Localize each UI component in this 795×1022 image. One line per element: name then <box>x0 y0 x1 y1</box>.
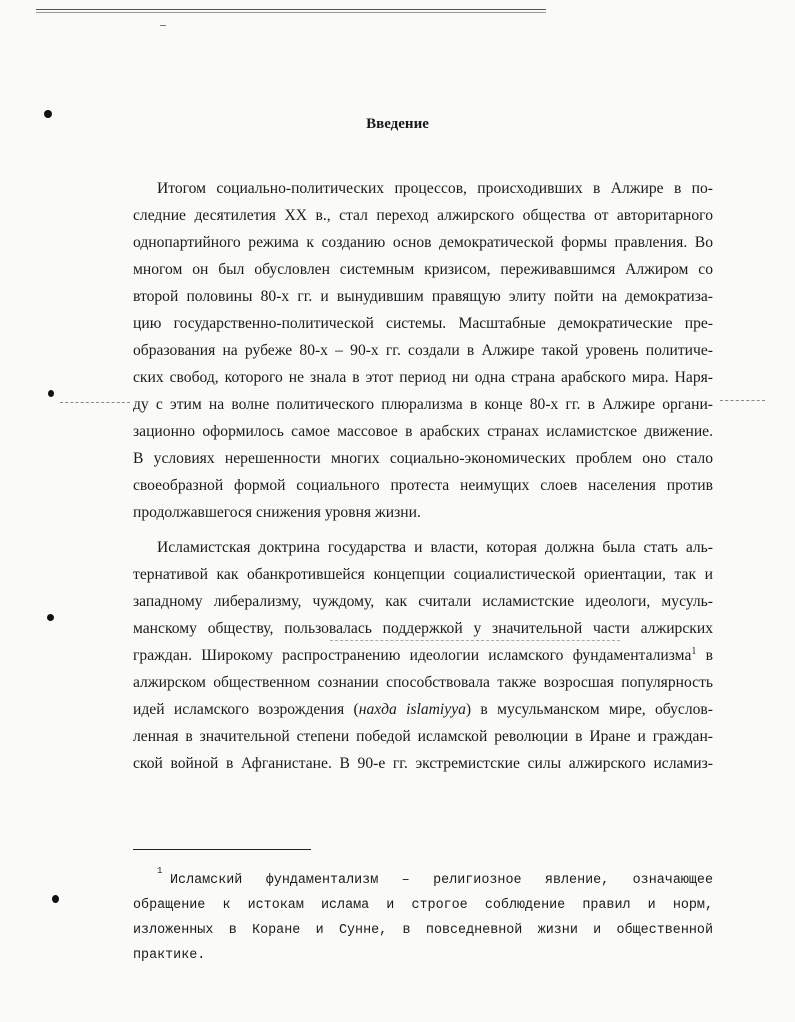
page-title: Введение <box>366 116 429 132</box>
text-line: следние десятилетия XX в., стал переход алжирского общества от авторитарного <box>133 207 713 224</box>
text-line: западному либерализму, чуждому, как считали исламистские идеологи, мусуль- <box>133 593 713 610</box>
footnote-separator <box>133 849 311 850</box>
text-line <box>133 642 713 669</box>
text-line: В условиях нерешенности многих социально-экономических проблем оно стало <box>133 450 713 467</box>
scan-artifact <box>720 400 765 401</box>
text-line: цию государственно-политической системы. Масштабные демократические пре- <box>133 315 713 332</box>
text-line: алжирском общественном сознании способствовала также возросшая популярность <box>133 674 713 691</box>
text-line: тернативой как обанкротившейся концепции социалистической ориентации, так и <box>133 566 713 583</box>
text-segment: идей исламского возрождения ( <box>133 701 359 718</box>
text-line: ленная в значительной степени победой исламской революции в Иране и граждан- <box>133 728 713 745</box>
scan-dot <box>47 614 54 621</box>
text-segment: в <box>696 647 713 664</box>
text-line: образования на рубеже 80-х – 90-х гг. создали в Алжире такой уровень политиче- <box>133 342 713 359</box>
scan-edge-line <box>36 12 546 13</box>
text-line: ских свобод, которого не знала в этот период ни одна страна арабского мира. Наря- <box>133 369 713 386</box>
text-line: манскому обществу, пользовалась поддержкой у значительной части алжирских <box>133 620 713 637</box>
scan-artifact <box>60 402 130 403</box>
text-line: однопартийного режима к созданию основ демократической формы правления. Во <box>133 234 713 251</box>
text-line: второй половины 80-х гг. и вынудившим правящую элиту пойти на демократиза- <box>133 288 713 305</box>
scan-dot <box>52 895 59 903</box>
text-line: зационно оформилось самое массовое в арабских странах исламистское движение. <box>133 423 713 440</box>
footnote-line: Исламский фундаментализм – религиозное явление, означающее <box>170 873 713 888</box>
text-line: продолжавшегося снижения уровня жизни. <box>133 504 421 521</box>
footnote-number: 1 <box>157 866 163 876</box>
text-line: многом он был обусловлен системным кризисом, переживавшимся Алжиром со <box>133 261 713 278</box>
text-line <box>133 696 713 723</box>
text-segment: граждан. Широкому распространению идеологии исламского фундаментализма <box>133 647 692 664</box>
footnote-line: изложенных в Коране и Сунне, в повседневной жизни и общественной <box>133 923 713 938</box>
text-line: Исламистская доктрина государства и власти, которая должна была стать аль- <box>157 539 713 556</box>
text-line: Итогом социально-политических процессов, происходивших в Алжире в по- <box>157 180 713 197</box>
footnote-line: практике. <box>133 948 206 963</box>
italic-term: нахда islamiyya <box>358 701 466 718</box>
text-line: своеобразной формой социального протеста неимущих слоев населения против <box>133 477 713 494</box>
text-segment: ) в мусульманском мире, обуслов- <box>465 701 713 718</box>
scan-speck <box>160 25 166 26</box>
text-line: ду с этим на волне политического плюрализма в конце 80-х гг. в Алжире органи- <box>133 396 713 413</box>
scan-edge-line <box>36 9 546 10</box>
text-line: ской войной в Афганистане. В 90-е гг. экстремистские силы алжирского исламиз- <box>133 755 713 772</box>
footnote-reference[interactable]: 1 <box>691 645 697 657</box>
scan-dot <box>48 390 54 397</box>
footnote-line: обращение к истокам ислама и строгое соблюдение правил и норм, <box>133 898 713 913</box>
